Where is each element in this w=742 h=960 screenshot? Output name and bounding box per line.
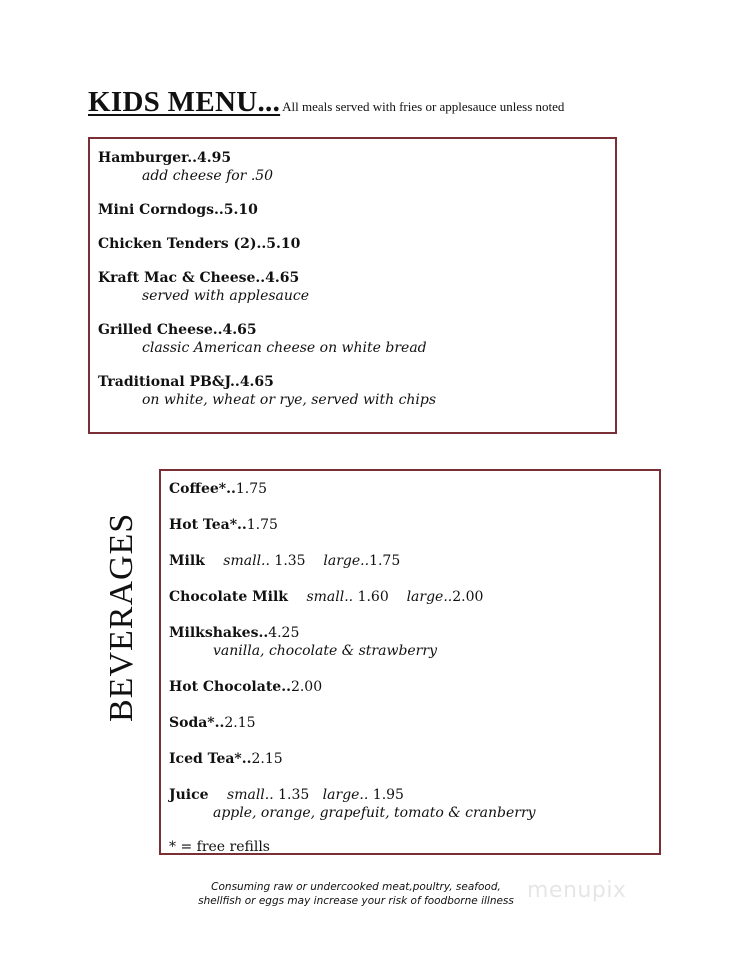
free-refills-note: * = free refills — [169, 839, 270, 855]
beverage-juice — [169, 785, 659, 822]
page-title: KIDS MENU... — [88, 86, 281, 118]
item-price: 1.75 — [246, 517, 278, 533]
item-price: 4.65 — [222, 322, 257, 338]
beverages-box — [159, 469, 661, 855]
menu-item-hamburger — [98, 148, 615, 185]
large-price: 1.75 — [369, 553, 401, 569]
item-price: 2.15 — [224, 715, 256, 731]
item-price: 5.10 — [223, 202, 258, 218]
watermark-logo: menupix — [527, 878, 627, 903]
large-label: large.. — [323, 553, 370, 569]
item-name: Milkshakes.. — [169, 625, 269, 641]
item-name: Kraft Mac & Cheese.. — [98, 270, 266, 286]
small-price: 1.35 — [278, 787, 310, 803]
small-label: small.. — [306, 589, 354, 605]
item-description: on white, wheat or rye, served with chips — [142, 392, 437, 408]
beverages-label: BEVERAGES — [103, 512, 140, 722]
item-name: Milk — [169, 553, 205, 569]
item-price: 4.65 — [265, 270, 300, 286]
item-name: Soda*.. — [169, 715, 225, 731]
item-price: 4.95 — [197, 150, 232, 166]
small-price: 1.60 — [357, 589, 389, 605]
item-description: vanilla, chocolate & strawberry — [213, 643, 437, 659]
item-name: Traditional PB&J.. — [98, 374, 240, 390]
menu-item-mac-cheese — [98, 268, 615, 305]
item-name: Juice — [169, 787, 209, 803]
item-name: Chicken Tenders (2).. — [98, 236, 267, 252]
item-sizes — [210, 553, 400, 569]
beverage-iced-tea — [169, 749, 659, 768]
item-name: Hot Tea*.. — [169, 517, 247, 533]
large-price: 1.95 — [372, 787, 404, 803]
item-price: 5.10 — [266, 236, 301, 252]
beverage-coffee — [169, 479, 659, 498]
disclaimer-line-1: Consuming raw or undercooked meat,poultry, seafood, — [211, 881, 501, 893]
large-label: large.. — [406, 589, 453, 605]
item-price: 2.00 — [290, 679, 323, 695]
beverage-soda — [169, 713, 659, 732]
small-price: 1.35 — [274, 553, 306, 569]
item-price: 4.65 — [239, 374, 274, 390]
disclaimer-line-2: shellfish or eggs may increase your risk of foodborne illness — [198, 895, 514, 907]
beverage-chocolate-milk — [169, 587, 659, 606]
item-name: Iced Tea*.. — [169, 751, 252, 767]
menu-header — [88, 86, 564, 119]
small-label: small.. — [223, 553, 270, 569]
item-price: 4.25 — [268, 625, 300, 641]
item-price: 2.15 — [251, 751, 283, 767]
item-name: Mini Corndogs.. — [98, 202, 224, 218]
page-subtitle: All meals served with fries or applesauce unless noted — [282, 99, 565, 114]
item-price: 1.75 — [235, 481, 268, 497]
item-sizes — [293, 589, 483, 605]
menu-item-chicken-tenders — [98, 234, 615, 253]
item-description: classic American cheese on white bread — [142, 340, 427, 356]
large-label: large.. — [322, 787, 369, 803]
kids-menu-box — [88, 137, 617, 434]
beverage-hot-chocolate — [169, 677, 659, 696]
menu-item-mini-corndogs — [98, 200, 615, 219]
menu-item-grilled-cheese — [98, 320, 615, 357]
food-safety-disclaimer — [196, 880, 516, 908]
item-name: Hot Chocolate.. — [169, 679, 291, 695]
menu-item-pbj — [98, 372, 615, 409]
item-name: Coffee*.. — [169, 481, 236, 497]
item-description: apple, orange, grapefuit, tomato & cranberry — [213, 805, 536, 821]
item-description: add cheese for .50 — [142, 168, 274, 184]
beverage-milkshakes — [169, 623, 659, 660]
item-name: Grilled Cheese.. — [98, 322, 223, 338]
large-price: 2.00 — [452, 589, 484, 605]
item-name: Chocolate Milk — [169, 589, 288, 605]
item-sizes — [214, 787, 404, 803]
item-name: Hamburger.. — [98, 150, 197, 166]
small-label: small.. — [227, 787, 274, 803]
item-description: served with applesauce — [142, 288, 310, 304]
beverage-hot-tea — [169, 515, 659, 534]
beverage-milk — [169, 551, 659, 570]
